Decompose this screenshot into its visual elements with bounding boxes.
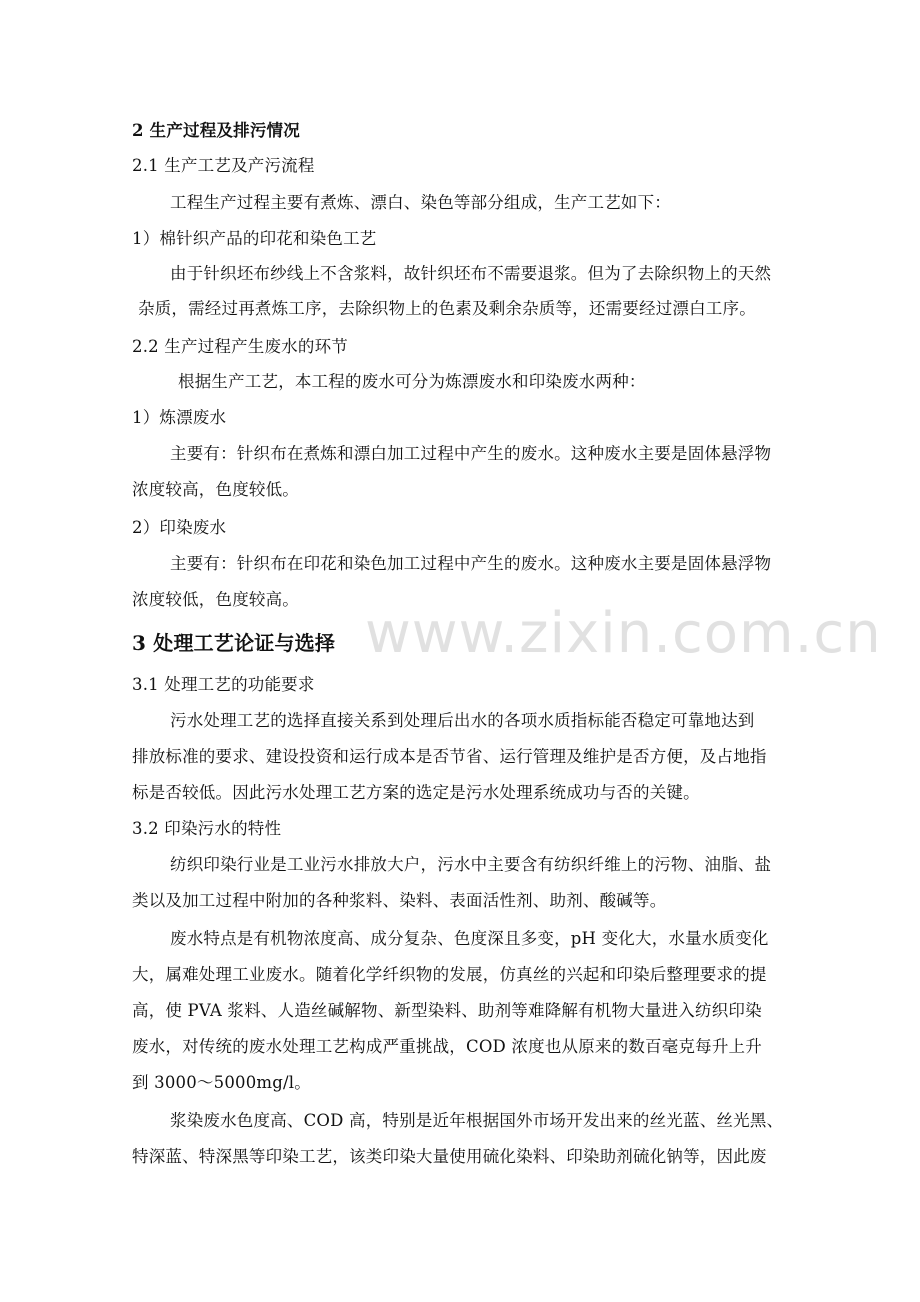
subsection-heading: 3.1 处理工艺的功能要求 — [132, 675, 315, 694]
subsection-heading: 3.2 印染污水的特性 — [132, 819, 282, 838]
paragraph-line: 主要有：针织布在煮炼和漂白加工过程中产生的废水。这种废水主要是固体悬浮物 — [170, 444, 772, 463]
paragraph-line: 根据生产工艺，本工程的废水可分为炼漂废水和印染废水两种： — [178, 372, 646, 391]
paragraph-line: 到 3000～5000mg/l。 — [132, 1073, 311, 1092]
paragraph-line: 主要有：针织布在印花和染色加工过程中产生的废水。这种废水主要是固体悬浮物 — [170, 554, 772, 573]
paragraph-line: 杂质，需经过再煮炼工序，去除织物上的色素及剩余杂质等，还需要经过漂白工序。 — [138, 299, 756, 318]
paragraph-line: 由于针织坯布纱线上不含浆料，故针织坯布不需要退浆。但为了去除织物上的天然 — [170, 264, 772, 283]
paragraph-line: 废水，对传统的废水处理工艺构成严重挑战，COD 浓度也从原来的数百毫克每升上升 — [132, 1037, 762, 1056]
watermark: www.zixin.com.cn — [365, 601, 882, 666]
paragraph-line: 高，使 PVA 浆料、人造丝碱解物、新型染料、助剂等难降解有机物大量进入纺织印染 — [132, 1001, 762, 1020]
paragraph-line: 标是否较低。因此污水处理工艺方案的选定是污水处理系统成功与否的关键。 — [132, 783, 700, 802]
paragraph-line: 类以及加工过程中附加的各种浆料、染料、表面活性剂、助剂、酸碱等。 — [132, 891, 667, 910]
subsection-heading: 2.1 生产工艺及产污流程 — [132, 156, 315, 175]
paragraph-line: 浓度较低，色度较高。 — [132, 590, 299, 609]
paragraph-line: 大，属难处理工业废水。随着化学纤织物的发展，仿真丝的兴起和印染后整理要求的提 — [132, 965, 767, 984]
section-heading: 2 生产过程及排污情况 — [132, 121, 300, 140]
list-heading: 1）棉针织产品的印花和染色工艺 — [132, 229, 377, 248]
paragraph-line: 浓度较高，色度较低。 — [132, 480, 299, 499]
paragraph-line: 污水处理工艺的选择直接关系到处理后出水的各项水质指标能否稳定可靠地达到 — [170, 711, 755, 730]
paragraph-line: 纺织印染行业是工业污水排放大户，污水中主要含有纺织纤维上的污物、油脂、盐 — [170, 855, 772, 874]
paragraph-line: 工程生产过程主要有煮炼、漂白、染色等部分组成，生产工艺如下： — [170, 193, 671, 212]
paragraph-line: 排放标准的要求、建设投资和运行成本是否节省、运行管理及维护是否方便，及占地指 — [132, 747, 767, 766]
paragraph-line: 废水特点是有机物浓度高、成分复杂、色度深且多变，pH 变化大，水量水质变化 — [170, 929, 769, 948]
list-heading: 2）印染废水 — [132, 518, 227, 537]
chapter-heading: 3 处理工艺论证与选择 — [132, 631, 336, 655]
paragraph-line: 特深蓝、特深黑等印染工艺，该类印染大量使用硫化染料、印染助剂硫化钠等，因此废 — [132, 1147, 767, 1166]
paragraph-line: 浆染废水色度高、COD 高，特别是近年根据国外市场开发出来的丝光蓝、丝光黑、 — [170, 1111, 784, 1130]
list-heading: 1）炼漂废水 — [132, 408, 227, 427]
subsection-heading: 2.2 生产过程产生废水的环节 — [132, 337, 348, 356]
